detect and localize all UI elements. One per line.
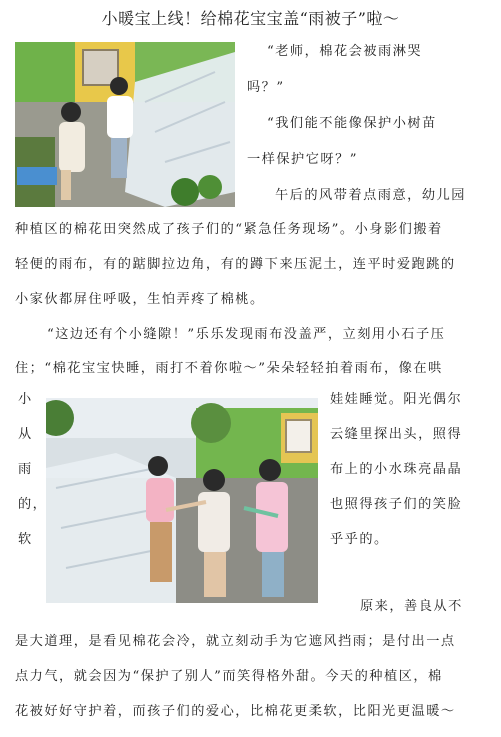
wrap-right-3: 布上的小水珠亮晶晶	[330, 462, 463, 477]
quote-1-line-2: 吗？”	[247, 80, 285, 95]
wrap-right-4: 也照得孩子们的笑脸	[330, 497, 463, 512]
wrap-left-1: 小	[18, 392, 33, 407]
quote-1-line-1: “老师，棉花会被雨淋哭	[267, 44, 423, 59]
paragraph-3-line-3: 轻便的雨布，有的踮脚拉边角，有的蹲下来压泥土，连平时爱跑跳的	[15, 257, 456, 272]
photo-1-image	[15, 42, 235, 207]
paragraph-5-line-1: 原来，善良从不	[360, 599, 463, 614]
quote-2-line-2: 一样保护它呀？”	[247, 152, 359, 167]
wrap-right-2: 云缝里探出头，照得	[330, 427, 463, 442]
paragraph-5-line-4: 花被好好守护着，而孩子们的爱心，比棉花更柔软，比阳光更温暖～	[15, 704, 456, 719]
wrap-right-1: 娃娃睡觉。阳光偶尔	[330, 392, 463, 407]
photo-children-patting-cover	[46, 398, 318, 603]
wrap-left-4: 的，	[18, 497, 48, 512]
paragraph-4-line-2: 住；“棉花宝宝快睡，雨打不着你啦～”朵朵轻轻拍着雨布，像在哄	[15, 361, 443, 376]
wrap-left-5: 软	[18, 532, 33, 547]
paragraph-3-line-4: 小家伙都屏住呼吸，生怕弄疼了棉桃。	[15, 292, 265, 307]
photo-children-covering-cotton	[15, 42, 235, 207]
article-title: 小暖宝上线！给棉花宝宝盖“雨被子”啦～	[101, 9, 400, 28]
paragraph-4-line-1: “这边还有个小缝隙！”乐乐发现雨布没盖严，立刻用小石子压	[47, 327, 446, 342]
paragraph-5-line-3: 点力气，就会因为“保护了别人”而笑得格外甜。今天的种植区，棉	[15, 669, 443, 684]
paragraph-3-line-2: 种植区的棉花田突然成了孩子们的“紧急任务现场”。小身影们搬着	[15, 222, 443, 237]
quote-2-line-1: “我们能不能像保护小树苗	[267, 116, 437, 131]
paragraph-3-line-1: 午后的风带着点雨意，幼儿园	[275, 188, 466, 203]
wrap-left-3: 雨	[18, 462, 33, 477]
photo-2-image	[46, 398, 318, 603]
wrap-left-2: 从	[18, 427, 33, 442]
paragraph-5-line-2: 是大道理，是看见棉花会冷，就立刻动手为它遮风挡雨；是付出一点	[15, 634, 456, 649]
wrap-right-5: 乎乎的。	[330, 532, 389, 547]
